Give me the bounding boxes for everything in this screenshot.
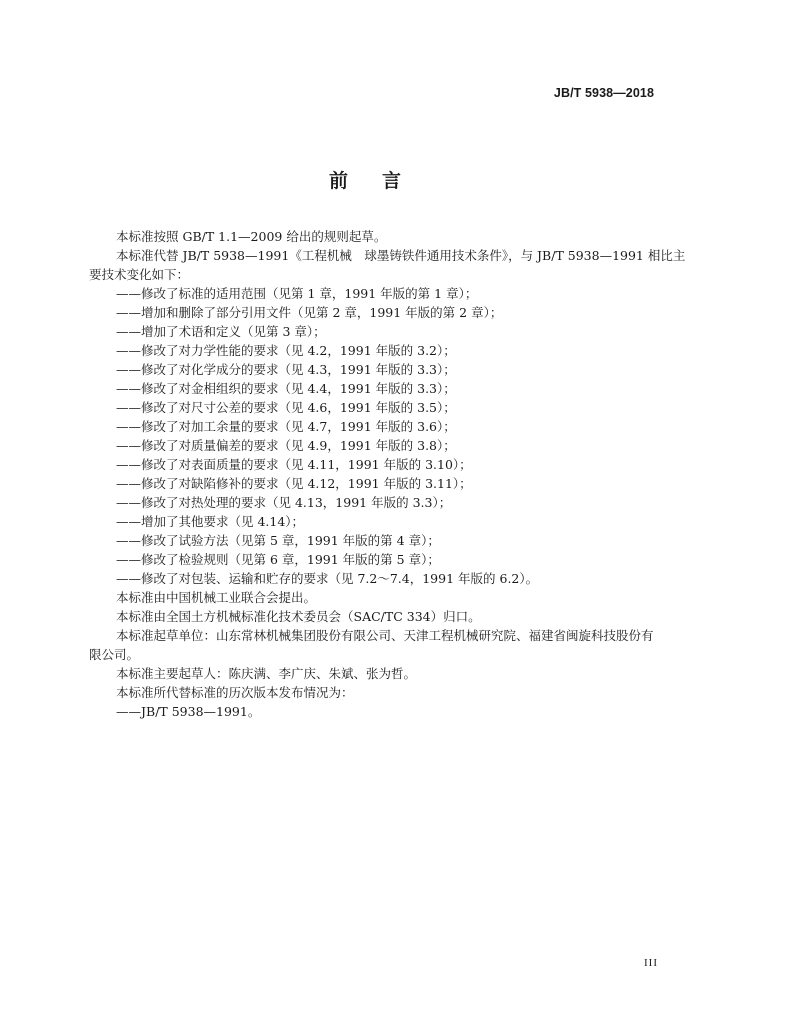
- list-item: ——修改了对缺陷修补的要求（见 4.12，1991 年版的 3.11）；: [116, 476, 472, 491]
- list-item: ——修改了试验方法（见第 5 章，1991 年版的第 4 章）；: [116, 533, 440, 548]
- list-item: ——修改了检验规则（见第 6 章，1991 年版的第 5 章）；: [116, 552, 440, 567]
- page-title: 前言: [328, 170, 435, 192]
- paragraph-history: 本标准所代替标准的历次版本发布情况为：: [116, 685, 354, 700]
- paragraph-drafting-units: [89, 626, 658, 664]
- list-item: ——修改了对热处理的要求（见 4.13，1991 年版的 3.3）；: [116, 495, 452, 510]
- paragraph-drafting-units-line1: 本标准起草单位：山东常林机械集团股份有限公司、天津工程机械研究院、福建省闽旋科技股份有: [116, 628, 654, 643]
- list-item: ——修改了对表面质量的要求（见 4.11，1991 年版的 3.10）；: [116, 457, 472, 472]
- paragraph-drafting-rules: 本标准按照 GB/T 1.1—2009 给出的规则起草。: [116, 229, 387, 244]
- paragraph-proposer: 本标准由中国机械工业联合会提出。: [116, 590, 317, 605]
- document-body: [89, 227, 686, 721]
- paragraph-committee: 本标准由全国土方机械标准化技术委员会（SAC/TC 334）归口。: [116, 609, 481, 624]
- changes-list: [116, 284, 658, 588]
- paragraph-replacement-line2: 要技术变化如下：: [89, 267, 190, 282]
- list-item: ——修改了对金相组织的要求（见 4.4，1991 年版的 3.3）；: [116, 381, 456, 396]
- list-item: ——修改了对尺寸公差的要求（见 4.6，1991 年版的 3.5）；: [116, 400, 456, 415]
- list-item: ——修改了对力学性能的要求（见 4.2，1991 年版的 3.2）；: [116, 343, 456, 358]
- paragraph-drafting-units-line2: 限公司。: [89, 647, 140, 662]
- list-item: ——修改了对加工余量的要求（见 4.7，1991 年版的 3.6）；: [116, 419, 456, 434]
- paragraph-replacement: [89, 246, 686, 284]
- paragraph-replacement-line1: 本标准代替 JB/T 5938—1991《工程机械 球墨铸铁件通用技术条件》，与 JB/T 5938—1991 相比主: [116, 248, 686, 263]
- list-item: ——修改了标准的适用范围（见第 1 章，1991 年版的第 1 章）；: [116, 286, 478, 301]
- list-item: ——增加了术语和定义（见第 3 章）；: [116, 324, 326, 339]
- list-item: ——增加和删除了部分引用文件（见第 2 章，1991 年版的第 2 章）；: [116, 305, 503, 320]
- list-item: ——增加了其他要求（见 4.14）；: [116, 514, 305, 529]
- standard-code: JB/T 5938—2018: [553, 86, 654, 100]
- list-item: ——修改了对质量偏差的要求（见 4.9，1991 年版的 3.8）；: [116, 438, 456, 453]
- list-item: ——修改了对包装、运输和贮存的要求（见 7.2～7.4，1991 年版的 6.2）。: [116, 571, 539, 586]
- list-item-history: ——JB/T 5938—1991。: [116, 704, 261, 719]
- paragraph-drafters: 本标准主要起草人：陈庆满、李广庆、朱斌、张为哲。: [116, 666, 417, 681]
- list-item: ——修改了对化学成分的要求（见 4.3，1991 年版的 3.3）；: [116, 362, 456, 377]
- page-number: III: [644, 957, 658, 969]
